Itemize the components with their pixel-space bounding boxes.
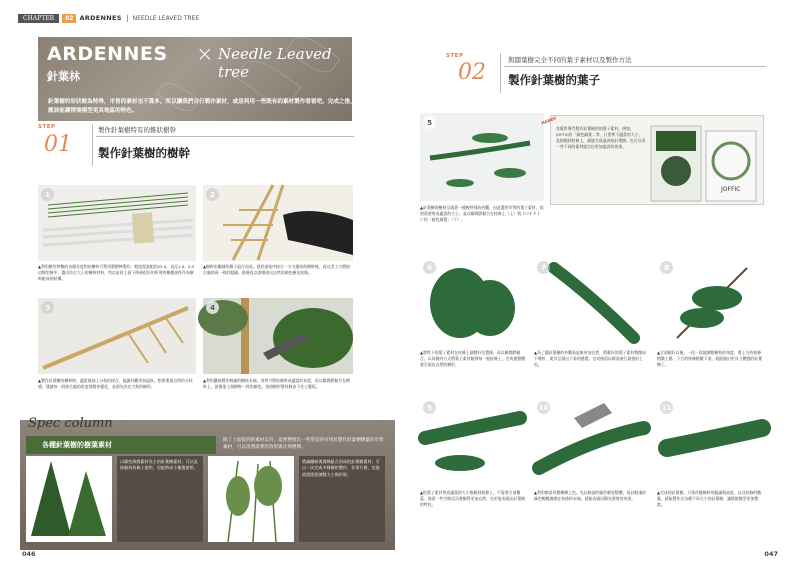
attached-foliage-image (420, 398, 526, 486)
photo-number: 1 (41, 188, 54, 201)
step-rule (96, 136, 354, 137)
hero-subtitle: 針葉林 (47, 70, 80, 83)
photo-3 (38, 298, 196, 374)
step-label: STEP (38, 124, 56, 130)
photo-8 (657, 258, 764, 346)
photo-9 (420, 398, 526, 486)
foliage-sample-image (208, 456, 294, 542)
product-ribbon: HANDY (540, 115, 558, 126)
photo-number: 4 (206, 301, 219, 314)
spec-column-description: 除了上面提到的素材以外，這裡整理出一些常見的可用於製作針葉樹樹葉的市售素材，可以依照需要的效果與比例選擇。 (223, 438, 384, 450)
wire-branches-image (203, 298, 353, 374)
photo-8-caption: ▲全部黏好以後，一段一段地調整樹枝的角度，將上方的枝條稍微上揚、下方的枝條稍微下垂，就能做出更具立體感的針葉樹了。 (657, 350, 763, 367)
spec-card-text (299, 456, 385, 542)
spec-column-band: 各種針葉樹的樹葉素材 (26, 436, 216, 454)
intro-text: 針葉樹的形狀較為特殊，市售的素材也不算多。所以讓我們自行製作素材，或是利用一些既有的素材製作看看吧。完成之後，應該能讓情境模型更具地區的特色。 (48, 99, 356, 114)
photo-number: 9 (423, 401, 436, 414)
photo-10 (534, 398, 648, 486)
hero-cross: × (196, 42, 214, 66)
photo-9-caption: ▲把葉子素材剪成適當的大小後黏到枝條上。不需要全部覆蓋，保留一些空隙反而會顯得更加自然，也更能表現出針葉樹的特色。 (420, 490, 526, 507)
photo-2-caption: ▲樹幹由漸細的錐子組合而成。從底部依序接合一支支縮短的樹幹後，再以美工刀將接合處削成一致的粗細，最後再以漆噴塗出自然的褐色樹皮紋路。 (203, 264, 350, 275)
fir-trees-image (26, 456, 112, 542)
photo-5-caption: ▲針葉樹的樹枝呈現著一種較特殊的外觀，因此選用市售的葉子素材，依照需要剪成適當的大小，並以瞬間膠黏合在枝條上（上）與ＪＯＦＦＩＣ的「綠色細葉」（下）。 (420, 205, 544, 222)
spec-card-foliage-photo (208, 456, 294, 542)
page-number: 046 (22, 550, 36, 558)
photo-11 (657, 398, 764, 486)
photo-2 (203, 185, 353, 261)
photo-10-caption: ▲利用噴漆為整棵樹上色。先以較深的綠色噴塗整體，再以較淺的綠色輕輕地噴在枝條的末端，就能表現出陽光照射的效果。 (534, 490, 646, 501)
step-divider (92, 124, 93, 166)
step-rule (504, 66, 766, 67)
hero-title: ARDENNES (47, 43, 168, 65)
photo-11-caption: ▲完成的針葉樹。只要改變樹幹的粗細與高度，以及枝條的數量，就能製作出各種不同大小的針葉樹，讓情境模型更加豐富。 (657, 490, 762, 507)
spec-card-text (117, 456, 203, 542)
spec-card-tree-photo (26, 456, 112, 542)
brand-name: ARDENNES (79, 14, 122, 22)
foliage-pieces-image (420, 113, 544, 201)
photo-1 (38, 185, 196, 261)
branching-trunk-image (38, 298, 196, 374)
photo-number: 5 (423, 116, 436, 129)
photo-6 (420, 258, 526, 346)
step-divider (500, 53, 501, 93)
step-label: STEP (446, 53, 464, 59)
photo-6-caption: ▲將剪下的葉子素材在枝條上調整好位置後，再以瞬間膠黏合。以同樣的方式將葉子素材黏到每一根枝條上，完成後整體會呈現出自然的樹形。 (420, 350, 526, 367)
photo-number: 2 (206, 188, 219, 201)
section-name: NEEDLE LEAVED TREE (127, 15, 199, 22)
photo-3-caption: ▲製作針葉樹的樹幹時，適當地加上分枝的接合，能讓外觀更加逼真。想要重現自然的分枝感，建議每一段接合處的角度都稍作變化，並預先決定大致的樹形。 (38, 378, 193, 389)
step-subtitle: 與闊葉樹完全不同的葉子素材以及製作方法 (508, 56, 632, 64)
page-header (18, 13, 199, 23)
photo-4 (203, 298, 353, 374)
chapter-label: CHAPTER (18, 14, 59, 23)
step-subtitle: 製作針葉樹特有的錐狀樹幹 (98, 126, 176, 134)
photo-4-caption: ▲利用鐵絲製作較細的樹枝末端。用剪刀將枝條剪成適當的長度，再以瞬間膠黏合在樹幹上，最後塗上與樹幹一致的顏色。依照樹形將枝條由下往上變短。 (203, 378, 350, 389)
spec-card-description: 將細鐵絲與海綿組合而成的針葉樹素材。可以一次完成多棵樹的製作，非常方便，也能依照需要調整大小與形狀。 (302, 459, 380, 477)
step-number: 02 (458, 60, 486, 85)
page-number: 047 (764, 550, 778, 558)
trunk-assembly-image (203, 185, 353, 261)
finished-tree-image (657, 398, 764, 486)
photo-number: 3 (41, 301, 54, 314)
spec-card-description: 以綠色海綿素材為主的針葉樹素材。可以直接黏到枝條上使用，也能剪成小塊後使用。 (120, 459, 198, 471)
photo-number: 8 (660, 261, 673, 274)
chapter-number: 02 (62, 14, 76, 23)
spec-column (20, 416, 395, 550)
product-box-label: JOFFIC (721, 186, 741, 193)
right-page (400, 0, 800, 565)
photo-number: 10 (537, 401, 550, 414)
drooping-foliage-image (534, 258, 648, 346)
step-title: 製作針葉樹的葉子 (508, 73, 600, 87)
angled-branches-image (657, 258, 764, 346)
photo-1-caption: ▲利用樹型參數的各個長度和的樹幹可利用塑膠棒製作。粗度從最粗的25.0、直徑1.0、0.5這類型號中，選出符合大小的樹幹材料，所以是從上面下降到很好的所用的幾種部件作為樹幹組成的結構。 (38, 264, 195, 281)
photo-number: 7 (537, 261, 550, 274)
photo-5 (420, 113, 544, 201)
spec-cards (26, 456, 385, 542)
photo-7 (534, 258, 648, 346)
photo-number: 11 (660, 401, 673, 414)
spec-column-title: Spec column (28, 416, 113, 431)
hero-script-title: Needle Leaved tree (218, 45, 332, 81)
painting-foliage-image (534, 398, 648, 486)
product-text: 有販售專門製作針葉樹用的葉子素材。例如，JOFFIC的「綠色細葉」等，只要剪下適當的大小，直接黏到枝條上，就能完成逼真的針葉樹。也可以用一些不同的素材組合出更加逼真的效果。 (556, 126, 646, 149)
step-number: 01 (44, 132, 72, 157)
plastic-rods-image (38, 185, 196, 261)
step-title: 製作針葉樹的樹幹 (98, 146, 190, 160)
product-panel (540, 115, 764, 205)
photo-number: 6 (423, 261, 436, 274)
photo-7-caption: ▲為了讓針葉樹的外觀看起來更加自然，將黏好的葉子素材稍微向下彎折，使其呈現出下垂的感覺。完成後再以噴漆進行最後的上色。 (534, 350, 646, 367)
foliage-on-branch-image (420, 258, 526, 346)
